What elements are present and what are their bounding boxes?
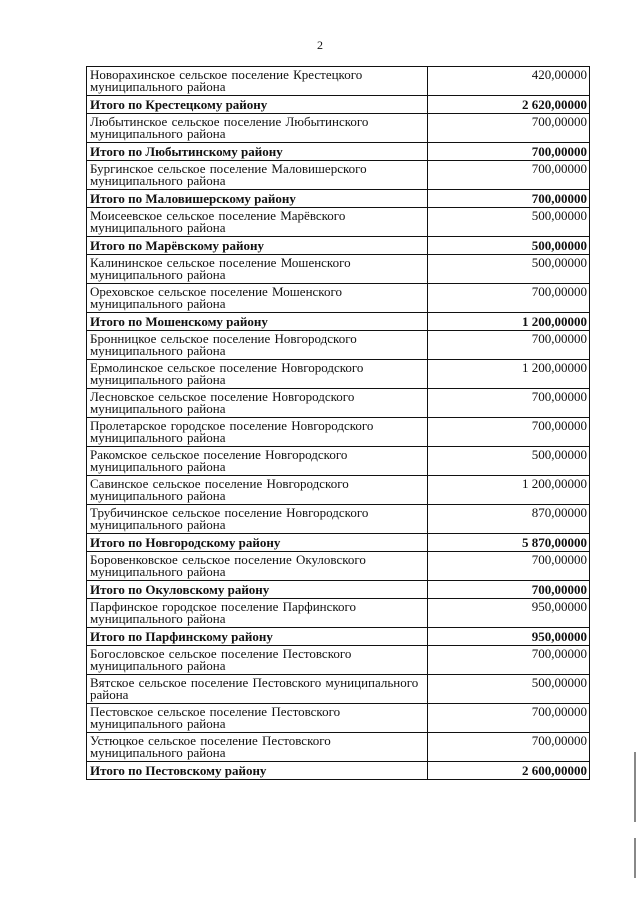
settlement-row [87,67,590,96]
district-total-row [87,237,590,255]
district-total-amount: 950,00000 [428,628,590,646]
settlement-amount: 1 200,00000 [428,476,590,505]
district-total-row [87,628,590,646]
settlement-name: Калининское сельское поселение Мошенского муниципального района [87,255,428,284]
settlement-name: Трубичинское сельское поселение Новгородского муниципального района [87,505,428,534]
settlement-row [87,161,590,190]
district-total-label: Итого по Окуловскому району [87,581,428,599]
settlement-amount: 700,00000 [428,552,590,581]
settlement-row [87,599,590,628]
settlement-row [87,255,590,284]
district-total-label: Итого по Любытинскому району [87,143,428,161]
settlement-amount: 700,00000 [428,704,590,733]
settlement-amount: 420,00000 [428,67,590,96]
district-total-label: Итого по Пестовскому району [87,762,428,780]
settlement-row [87,505,590,534]
page-number: 2 [317,38,323,52]
settlement-name: Любытинское сельское поселение Любытинского муниципального района [87,114,428,143]
settlement-amount: 700,00000 [428,733,590,762]
district-total-amount: 700,00000 [428,143,590,161]
settlement-name: Боровенковское сельское поселение Окуловского муниципального района [87,552,428,581]
settlement-row [87,389,590,418]
allocation-table [86,66,590,780]
district-total-row [87,534,590,552]
district-total-label: Итого по Марёвскому району [87,237,428,255]
settlement-row [87,552,590,581]
settlement-row [87,476,590,505]
settlement-name: Лесновское сельское поселение Новгородского муниципального района [87,389,428,418]
settlement-name: Ореховское сельское поселение Мошенского муниципального района [87,284,428,313]
district-total-row [87,96,590,114]
scan-edge-mark [634,752,636,822]
settlement-amount: 500,00000 [428,675,590,704]
district-total-amount: 500,00000 [428,237,590,255]
settlement-name: Савинское сельское поселение Новгородского муниципального района [87,476,428,505]
settlement-amount: 700,00000 [428,418,590,447]
settlement-row [87,208,590,237]
district-total-row [87,190,590,208]
settlement-row [87,675,590,704]
district-total-row [87,762,590,780]
settlement-row [87,733,590,762]
settlement-name: Вятское сельское поселение Пестовского муниципального района [87,675,428,704]
settlement-row [87,646,590,675]
settlement-amount: 700,00000 [428,646,590,675]
district-total-amount: 1 200,00000 [428,313,590,331]
district-total-amount: 700,00000 [428,190,590,208]
settlement-name: Устюцкое сельское поселение Пестовского муниципального района [87,733,428,762]
settlement-row [87,447,590,476]
settlement-amount: 870,00000 [428,505,590,534]
settlement-amount: 500,00000 [428,208,590,237]
district-total-amount: 700,00000 [428,581,590,599]
settlement-row [87,418,590,447]
settlement-name: Парфинское городское поселение Парфинского муниципального района [87,599,428,628]
district-total-amount: 5 870,00000 [428,534,590,552]
settlement-name: Новорахинское сельское поселение Крестецкого муниципального района [87,67,428,96]
settlement-amount: 1 200,00000 [428,360,590,389]
district-total-amount: 2 600,00000 [428,762,590,780]
settlement-amount: 700,00000 [428,389,590,418]
district-total-label: Итого по Мошенскому району [87,313,428,331]
settlement-amount: 700,00000 [428,161,590,190]
settlement-name: Бургинское сельское поселение Маловишерского муниципального района [87,161,428,190]
district-total-amount: 2 620,00000 [428,96,590,114]
settlement-name: Ракомское сельское поселение Новгородского муниципального района [87,447,428,476]
settlement-amount: 500,00000 [428,447,590,476]
settlement-name: Пестовское сельское поселение Пестовского муниципального района [87,704,428,733]
scan-edge-mark [634,838,636,878]
settlement-row [87,114,590,143]
district-total-label: Итого по Парфинскому району [87,628,428,646]
settlement-row [87,360,590,389]
settlement-amount: 700,00000 [428,114,590,143]
district-total-label: Итого по Новгородскому району [87,534,428,552]
settlement-name: Богословское сельское поселение Пестовского муниципального района [87,646,428,675]
district-total-row [87,581,590,599]
settlement-name: Пролетарское городское поселение Новгородского муниципального района [87,418,428,447]
settlement-name: Ермолинское сельское поселение Новгородского муниципального района [87,360,428,389]
settlement-amount: 950,00000 [428,599,590,628]
district-total-row [87,313,590,331]
settlement-row [87,704,590,733]
settlement-name: Моисеевское сельское поселение Марёвского муниципального района [87,208,428,237]
settlement-amount: 700,00000 [428,331,590,360]
settlement-amount: 500,00000 [428,255,590,284]
settlement-row [87,284,590,313]
district-total-label: Итого по Крестецкому району [87,96,428,114]
district-total-label: Итого по Маловишерскому району [87,190,428,208]
settlement-row [87,331,590,360]
district-total-row [87,143,590,161]
settlement-name: Бронницкое сельское поселение Новгородского муниципального района [87,331,428,360]
settlement-amount: 700,00000 [428,284,590,313]
